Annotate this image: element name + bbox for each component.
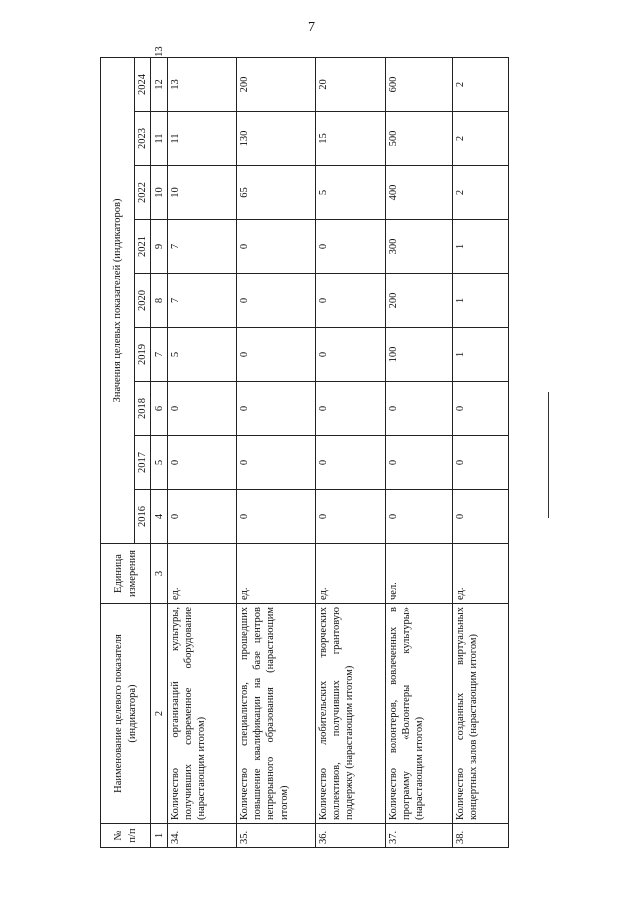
header-year: 2020 <box>135 274 151 328</box>
value-cell: 7 <box>168 274 237 328</box>
unit-cell: ед. <box>237 544 316 604</box>
indicator-name: Количество специалистов, прошедших повышение квалификации на базе центров непрерывного образования (нарастающим итогом) <box>237 604 316 824</box>
value-cell: 0 <box>453 490 509 544</box>
column-numbering-row: 1 2 3 4 5 6 7 8 9 10 11 12 13 <box>151 57 168 847</box>
unit-cell: ед. <box>168 544 237 604</box>
header-num: № п/п <box>101 824 151 848</box>
header-year: 2024 <box>135 57 151 111</box>
row-number: 36. <box>316 824 386 848</box>
value-cell: 0 <box>386 490 453 544</box>
header-year: 2018 <box>135 382 151 436</box>
value-cell: 0 <box>316 328 386 382</box>
value-cell: 15 <box>316 112 386 166</box>
row-number: 37. <box>386 824 453 848</box>
value-cell: 600 <box>386 57 453 111</box>
column-number: 1 <box>151 824 168 848</box>
column-number: 5 <box>151 436 168 490</box>
indicator-name: Количество организаций культуры, получивших современное оборудование (нарастающим итогом) <box>168 604 237 824</box>
table-body <box>168 57 509 847</box>
value-cell: 100 <box>386 328 453 382</box>
value-cell: 500 <box>386 112 453 166</box>
value-cell: 0 <box>453 382 509 436</box>
header-year: 2017 <box>135 436 151 490</box>
row-number: 34. <box>168 824 237 848</box>
value-cell: 300 <box>386 220 453 274</box>
value-cell: 65 <box>237 166 316 220</box>
table-row <box>453 57 509 847</box>
value-cell: 0 <box>386 436 453 490</box>
table-row <box>237 57 316 847</box>
row-number: 35. <box>237 824 316 848</box>
value-cell: 0 <box>316 220 386 274</box>
value-cell: 2 <box>453 166 509 220</box>
column-number: 11 <box>151 112 168 166</box>
indicator-name: Количество созданных виртуальных концертных залов (нарастающим итогом) <box>453 604 509 824</box>
unit-cell: чел. <box>386 544 453 604</box>
header-year: 2016 <box>135 490 151 544</box>
header-row-1 <box>101 57 135 847</box>
value-cell: 0 <box>453 436 509 490</box>
value-cell: 2 <box>453 57 509 111</box>
column-number: 4 <box>151 490 168 544</box>
page-number: 7 <box>308 20 315 35</box>
value-cell: 0 <box>316 382 386 436</box>
header-unit: Единица измерения <box>101 544 151 604</box>
value-cell: 0 <box>316 274 386 328</box>
value-cell: 130 <box>237 112 316 166</box>
table-row <box>386 57 453 847</box>
unit-cell: ед. <box>453 544 509 604</box>
table-row <box>316 57 386 847</box>
value-cell: 2 <box>453 112 509 166</box>
value-cell: 7 <box>168 220 237 274</box>
column-number: 10 <box>151 166 168 220</box>
column-number: 3 <box>151 544 168 604</box>
column-number: 7 <box>151 328 168 382</box>
value-cell: 20 <box>316 57 386 111</box>
column-number: 9 <box>151 220 168 274</box>
row-number: 38. <box>453 824 509 848</box>
table-row <box>168 57 237 847</box>
header-year: 2019 <box>135 328 151 382</box>
value-cell: 11 <box>168 112 237 166</box>
value-cell: 1 <box>453 220 509 274</box>
column-number: 2 <box>151 604 168 824</box>
margin-rule <box>548 392 549 518</box>
value-cell: 0 <box>386 382 453 436</box>
value-cell: 0 <box>237 220 316 274</box>
indicator-name: Количество волонтеров, вовлеченных в программу «Волонтеры культуры» (нарастающим итогом) <box>386 604 453 824</box>
indicators-table <box>100 46 509 848</box>
value-cell: 1 <box>453 274 509 328</box>
value-cell: 0 <box>237 328 316 382</box>
column-number: 8 <box>151 274 168 328</box>
value-cell: 200 <box>237 57 316 111</box>
value-cell: 0 <box>168 436 237 490</box>
value-cell: 0 <box>237 436 316 490</box>
rotated-table-container <box>100 46 480 848</box>
value-cell: 5 <box>316 166 386 220</box>
value-cell: 0 <box>237 382 316 436</box>
value-cell: 0 <box>237 274 316 328</box>
value-cell: 200 <box>386 274 453 328</box>
header-values-group: Значения целевых показателей (индикаторов) <box>101 57 135 543</box>
header-year: 2022 <box>135 166 151 220</box>
value-cell: 0 <box>237 490 316 544</box>
unit-cell: ед. <box>316 544 386 604</box>
value-cell: 5 <box>168 328 237 382</box>
header-name: Наименование целевого показателя (индикатора) <box>101 604 151 824</box>
value-cell: 10 <box>168 166 237 220</box>
header-year: 2021 <box>135 220 151 274</box>
value-cell: 400 <box>386 166 453 220</box>
value-cell: 0 <box>168 382 237 436</box>
header-year: 2023 <box>135 112 151 166</box>
indicator-name: Количество любительских творческих коллективов, получивших грантовую поддержку (нарастающим итогом) <box>316 604 386 824</box>
value-cell: 1 <box>453 328 509 382</box>
value-cell: 0 <box>316 490 386 544</box>
column-number: 12 <box>151 57 168 111</box>
value-cell: 0 <box>168 490 237 544</box>
value-cell: 0 <box>316 436 386 490</box>
column-number: 6 <box>151 382 168 436</box>
value-cell: 13 <box>168 57 237 111</box>
